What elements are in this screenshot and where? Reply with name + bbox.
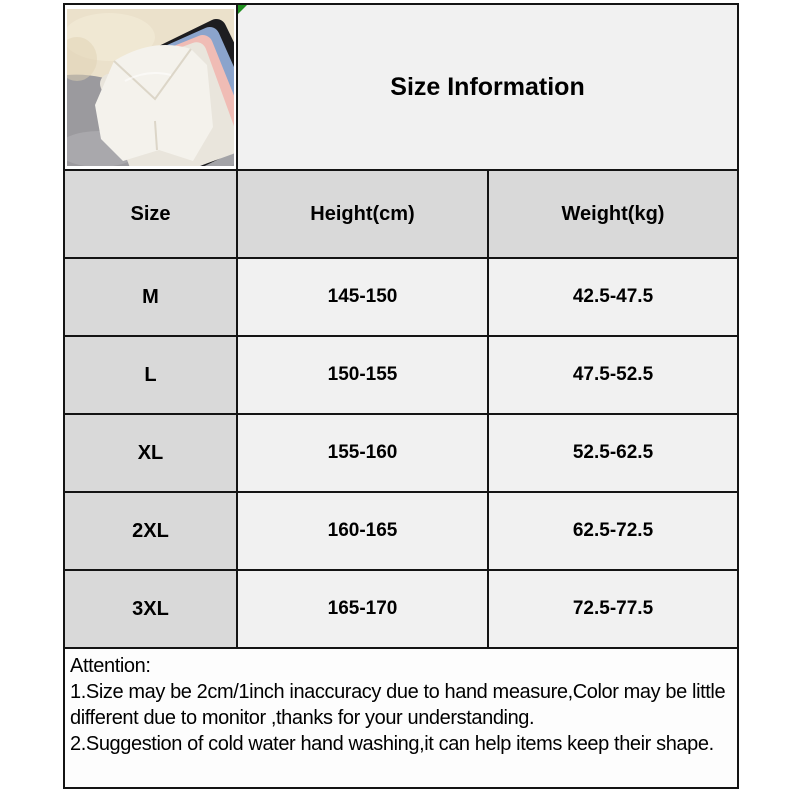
attention-line-3: 2.Suggestion of cold water hand washing,it can help items keep their shape.: [70, 733, 714, 755]
size-label: XL: [64, 414, 237, 492]
table-row-l: [64, 336, 738, 414]
table-row-3xl: [64, 570, 738, 648]
attention-note: [64, 648, 738, 788]
photo-cell: [64, 4, 237, 170]
attention-line-2: different due to monitor ,thanks for your understanding.: [70, 707, 535, 729]
weight-value: 42.5-47.5: [488, 258, 738, 336]
size-table: [63, 3, 739, 789]
attention-line-1: 1.Size may be 2cm/1inch inaccuracy due to hand measure,Color may be little: [70, 681, 726, 703]
attention-row: [64, 648, 738, 788]
column-header-size: Size: [64, 170, 237, 258]
table-row-m: [64, 258, 738, 336]
weight-value: 52.5-62.5: [488, 414, 738, 492]
table-row-2xl: [64, 492, 738, 570]
title-cell: [237, 4, 738, 170]
weight-value: 72.5-77.5: [488, 570, 738, 648]
height-value: 165-170: [237, 570, 488, 648]
green-corner-marker-icon: [238, 5, 247, 14]
weight-value: 62.5-72.5: [488, 492, 738, 570]
size-chart-sheet: [63, 3, 737, 789]
attention-heading: Attention:: [70, 655, 151, 677]
height-value: 155-160: [237, 414, 488, 492]
size-label: 3XL: [64, 570, 237, 648]
page-title: Size Information: [390, 72, 585, 101]
size-label: M: [64, 258, 237, 336]
size-label: L: [64, 336, 237, 414]
shorts-product-photo: [67, 9, 234, 166]
weight-value: 47.5-52.5: [488, 336, 738, 414]
top-row: [64, 4, 738, 170]
column-header-weight: Weight(kg): [488, 170, 738, 258]
height-value: 150-155: [237, 336, 488, 414]
height-value: 160-165: [237, 492, 488, 570]
column-header-row: [64, 170, 738, 258]
table-row-xl: [64, 414, 738, 492]
column-header-height: Height(cm): [237, 170, 488, 258]
height-value: 145-150: [237, 258, 488, 336]
size-label: 2XL: [64, 492, 237, 570]
